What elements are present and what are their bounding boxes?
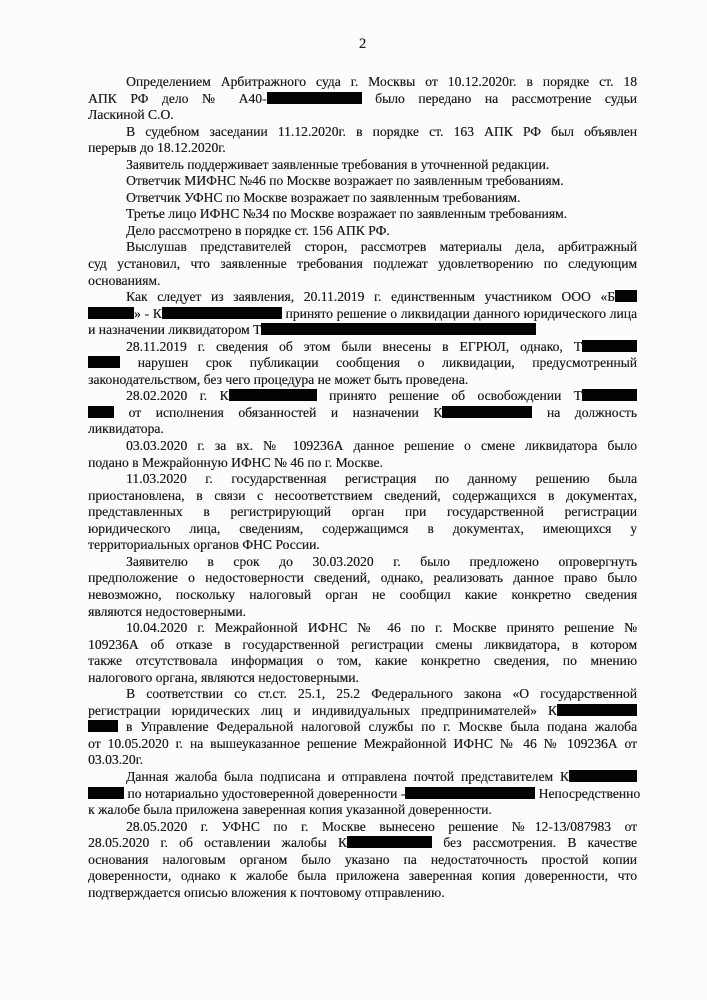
paragraph — [88, 339, 637, 389]
paragraph — [88, 686, 637, 769]
redaction-bar — [162, 307, 282, 319]
redaction-bar — [88, 406, 114, 418]
text-line: подтверждается описью вложения к почтовому отправлению. — [88, 884, 445, 900]
redaction-bar — [405, 787, 535, 799]
text-line: доверенности, однако к жалобе была приложена заверенная копия доверенности, что — [88, 868, 637, 884]
text-line: также отсутствовала информация о том, какие конкретно сведения, по мнению — [88, 653, 637, 669]
text-line: приостановлена, в связи с несоответствием сведений, содержащихся в документах, — [88, 487, 637, 503]
text-line: ликвидатора. — [88, 421, 164, 437]
page-number: 2 — [358, 36, 367, 52]
text-line: Заявителю в срок до 30.03.2020 г. было предложено опровергнуть — [126, 553, 637, 569]
text-line: предположение о недостоверности сведений, однако, реализовать данное право было — [88, 570, 637, 586]
paragraph — [88, 223, 637, 240]
paragraph — [88, 289, 637, 339]
redaction-bar — [582, 340, 637, 352]
text-line: к жалобе была приложена заверенная копия указанной доверенности. — [88, 802, 492, 818]
paragraph — [88, 471, 637, 554]
redaction-bar — [88, 720, 118, 732]
redaction-bar — [88, 307, 134, 319]
text-line: » - К принято решение о ликвидации данного юридического лица — [88, 306, 637, 323]
text-line: АПК РФ дело № А40- было передано на рассмотрение судьи — [88, 90, 637, 106]
text-line: Дело рассмотрено в порядке ст. 156 АПК РФ. — [126, 222, 390, 238]
text-line: и назначении ликвидатором Т — [88, 322, 637, 339]
redaction-bar — [261, 323, 536, 335]
redaction-bar — [615, 290, 637, 302]
text-line: 03.03.20г. — [88, 752, 144, 768]
paragraph — [88, 620, 637, 686]
text-line: основаниям. — [88, 272, 161, 288]
paragraph — [88, 388, 637, 438]
text-line: в Управление Федеральной налоговой службы по г. Москве была подана жалоба — [88, 719, 637, 736]
paragraph — [88, 554, 637, 620]
text-line: являются недостоверными. — [88, 603, 246, 619]
redaction-bar — [569, 770, 637, 782]
text-line: юридического лица, сведениям, содержащимся в документах, имеющихся у — [88, 520, 637, 536]
text-line: суд установил, что заявленные требования подлежат удовлетворению по следующим — [88, 256, 637, 272]
text-line: Третье лицо ИФНС №34 по Москве возражает по заявленным требованиям. — [126, 206, 567, 222]
text-line: В соответствии со ст.ст. 25.1, 25.2 Федерального закона «О государственной — [126, 686, 637, 702]
text-line: Выслушав представителей сторон, рассмотрев материалы дела, арбитражный — [126, 239, 637, 255]
redaction-bar — [267, 92, 362, 104]
text-line: регистрации юридических лиц и индивидуальных предпринимателей» К — [88, 703, 637, 720]
text-line: территориальных органов ФНС России. — [88, 537, 320, 553]
text-line: по нотариально удостоверенной доверенности - Непосредственно — [88, 786, 637, 803]
text-line: основания налоговым органом было указано па недостаточность простой копии — [88, 851, 637, 867]
text-line: Ответчик УФНС по Москве возражает по заявленным требованиям. — [126, 189, 521, 205]
text-line: нарушен срок публикации сообщения о ликвидации, предусмотренный — [88, 355, 637, 372]
text-line: подано в Межрайонную ИФНС № 46 по г. Москве. — [88, 454, 383, 470]
text-line: Как следует из заявления, 20.11.2019 г. единственным участником ООО «Б — [88, 289, 637, 306]
text-line: 03.03.2020 г. за вх. № 109236А данное решение о смене ликвидатора было — [126, 438, 637, 454]
text-line: Данная жалоба была подписана и отправлена почтой представителем К — [88, 769, 637, 786]
text-line: представленных в регистрирующий орган при государственной регистрации — [88, 504, 637, 520]
text-line: Ответчик МИФНС №46 по Москве возражает по заявленным требованиям. — [126, 173, 564, 189]
paragraph — [88, 173, 637, 190]
text-line: налогового органа, являются недостоверными. — [88, 669, 359, 685]
paragraph — [88, 124, 637, 157]
paragraph — [88, 190, 637, 207]
paragraph — [88, 239, 637, 289]
text-line: от 10.05.2020 г. на вышеуказанное решение Межрайонной ИФНС № 46 № 109236А от — [88, 735, 637, 751]
redaction-bar — [582, 389, 637, 401]
text-line: от исполнения обязанностей и назначении К на должность — [88, 405, 637, 422]
text-line: 10.04.2020 г. Межрайонной ИФНС № 46 по г. Москве принято решение № — [126, 620, 637, 636]
paragraph — [88, 819, 637, 902]
text-line: Ласкиной С.О. — [88, 107, 174, 123]
text-line: В судебном заседании 11.12.2020г. в порядке ст. 163 АПК РФ был объявлен — [126, 123, 637, 139]
redaction-bar — [347, 836, 432, 848]
document-body — [88, 74, 641, 901]
text-line: 28.05.2020 г. об оставлении жалобы К без рассмотрения. В качестве — [88, 835, 638, 851]
text-line: 28.11.2019 г. сведения об этом были внесены в ЕГРЮЛ, однако, Т — [88, 339, 637, 356]
text-line: Определением Арбитражного суда г. Москвы от 10.12.2020г. в порядке ст. 18 — [126, 74, 637, 89]
paragraph — [88, 768, 641, 819]
redaction-bar — [229, 389, 317, 401]
redaction-bar — [442, 406, 532, 418]
text-line: 28.02.2020 г. К принято решение об освобождении Т — [88, 388, 637, 405]
redaction-bar — [88, 356, 120, 368]
text-line: перерыв до 18.12.2020г. — [88, 140, 226, 156]
text-line: Заявитель поддерживает заявленные требования в уточненной редакции. — [126, 156, 550, 172]
redaction-bar — [88, 787, 124, 799]
paragraph — [88, 206, 637, 223]
text-line: невозможно, поскольку налоговый орган не сообщил какие конкретно сведения — [88, 586, 637, 602]
redaction-bar — [557, 704, 637, 716]
text-line: 11.03.2020 г. государственная регистрация по данному решению была — [126, 471, 637, 487]
text-line: законодательством, без чего процедура не может быть проведена. — [88, 371, 469, 387]
paragraph — [88, 438, 637, 471]
text-line: 28.05.2020 г. УФНС по г. Москве вынесено решение №12-13/087983 от — [126, 818, 637, 834]
text-line: 109236А об отказе в государственной регистрации смены ликвидатора, в котором — [88, 636, 637, 652]
paragraph — [88, 74, 637, 124]
paragraph — [88, 157, 637, 174]
